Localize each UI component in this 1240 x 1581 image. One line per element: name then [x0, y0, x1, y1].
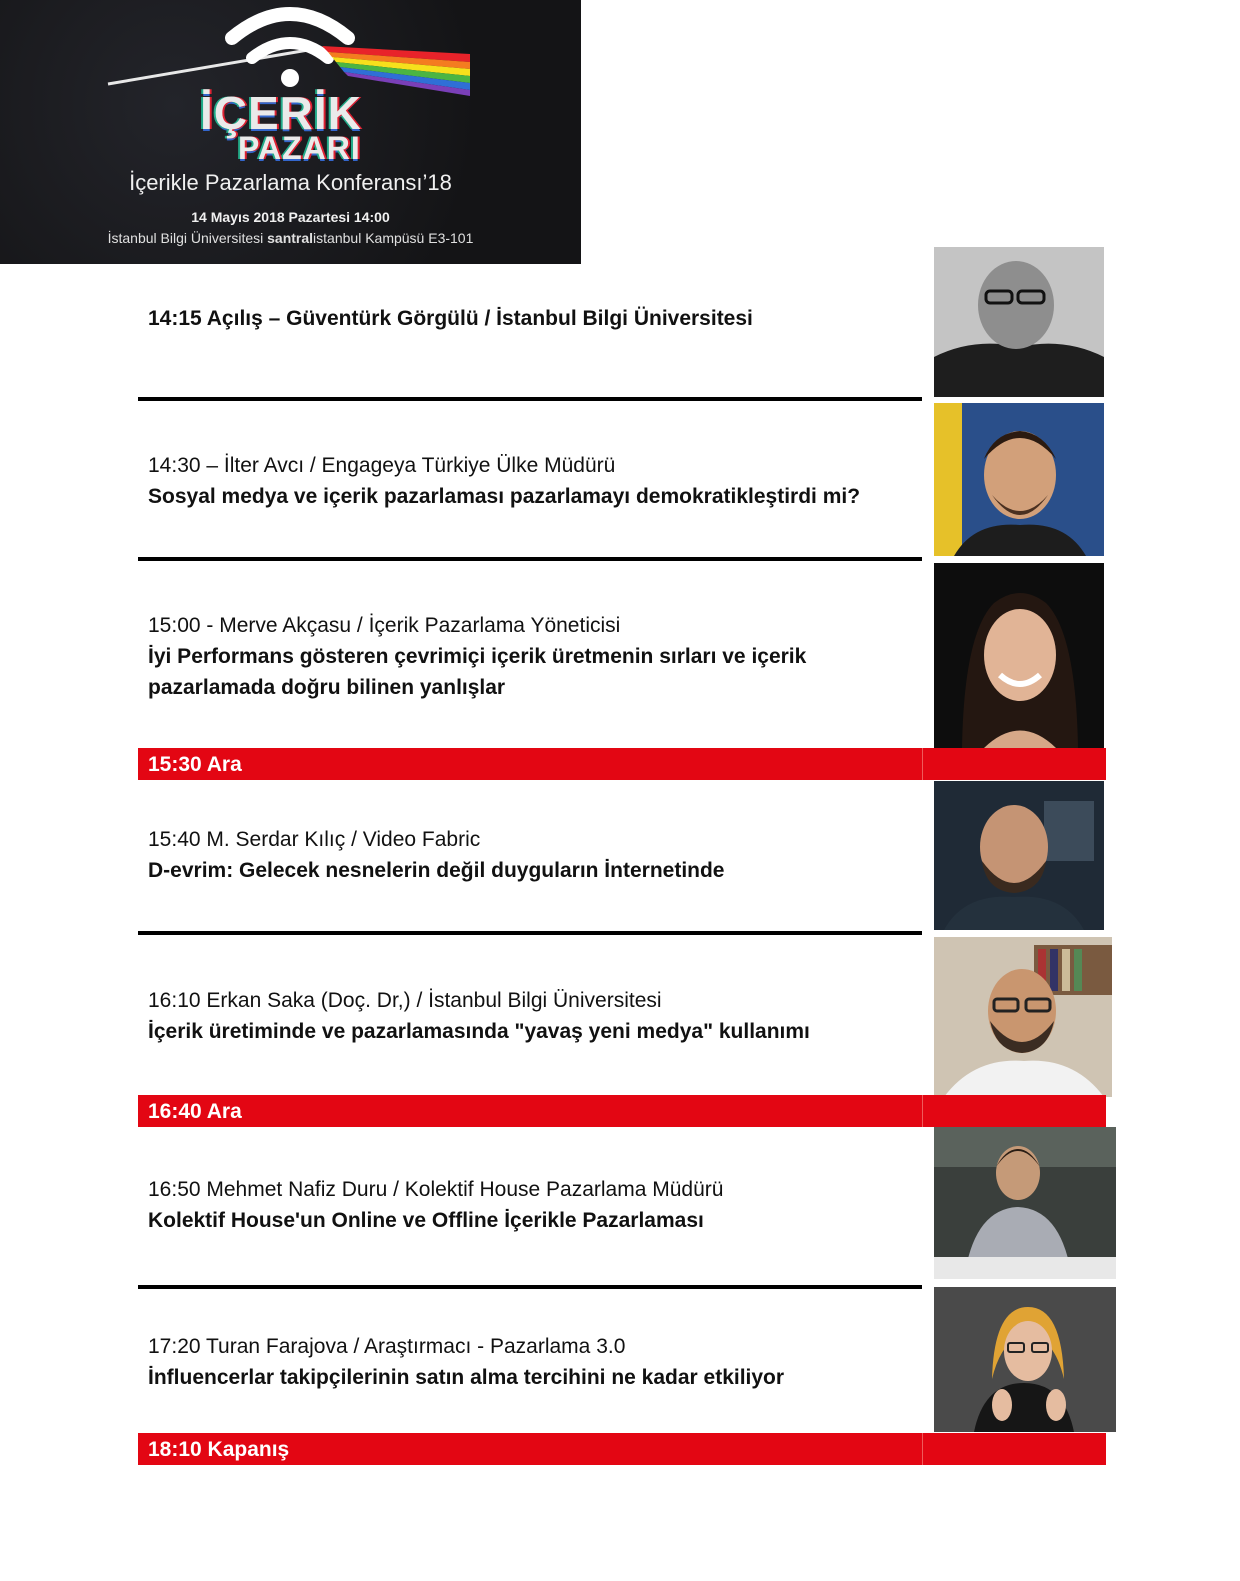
session-title: Sosyal medya ve içerik pazarlaması pazarlamayı demokratikleştirdi mi?	[148, 485, 861, 508]
agenda-item-session-1	[148, 450, 918, 512]
agenda-item-session-4	[148, 985, 918, 1047]
session-meta: 17:20 Turan Farajova / Araştırmacı - Pazarlama 3.0	[148, 1335, 626, 1358]
agenda-item-session-3	[148, 824, 918, 886]
session-meta: 14:30 – İlter Avcı / Engageya Türkiye Ülke Müdürü	[148, 454, 616, 477]
speaker-photo-akcasu	[934, 563, 1104, 748]
venue-part-1: İstanbul Bilgi Üniversitesi	[107, 230, 268, 246]
conference-venue	[0, 230, 581, 246]
conference-date: 14 Mayıs 2018 Pazartesi 14:00	[191, 209, 390, 225]
speaker-photo-saka	[934, 937, 1112, 1097]
speaker-photo-kilic	[934, 781, 1104, 930]
session-title: D-evrim: Gelecek nesnelerin değil duyguların İnternetinde	[148, 859, 725, 882]
conference-name: İçerikle Pazarlama Konferansı’18	[129, 170, 452, 195]
venue-part-bold: santral	[267, 230, 314, 246]
session-meta: 15:00 - Merve Akçasu / İçerik Pazarlama Yöneticisi	[148, 614, 621, 637]
logo-line-2: PAZARI	[238, 130, 361, 166]
break-bar	[138, 748, 1106, 780]
speaker-photo-duru	[934, 1127, 1116, 1279]
break-label: 16:40 Ara	[148, 1100, 242, 1123]
break-bar	[138, 1095, 1106, 1127]
session-meta: 15:40 M. Serdar Kılıç / Video Fabric	[148, 828, 481, 851]
speaker-photo-avci	[934, 403, 1104, 556]
agenda-item-session-2	[148, 610, 918, 703]
speaker-photo-farajova	[934, 1287, 1116, 1432]
agenda-item-session-5	[148, 1174, 918, 1236]
session-meta: 14:15 Açılış – Güventürk Görgülü / İstanbul Bilgi Üniversitesi	[148, 307, 753, 330]
agenda-item-session-6	[148, 1331, 918, 1393]
break-separator	[922, 1095, 923, 1127]
session-meta: 16:10 Erkan Saka (Doç. Dr,) / İstanbul Bilgi Üniversitesi	[148, 989, 662, 1012]
session-title: İçerik üretiminde ve pazarlamasında "yavaş yeni medya" kullanımı	[148, 1020, 810, 1043]
break-label: 15:30 Ara	[148, 753, 242, 776]
speaker-photo-gorgulu	[934, 247, 1104, 397]
session-title: İnfluencerlar takipçilerinin satın alma tercihini ne kadar etkiliyor	[148, 1366, 785, 1389]
conference-banner	[0, 0, 581, 264]
session-title: İyi Performans gösteren çevrimiçi içerik üretmenin sırları ve içerik pazarlamada doğru bilinen yanlışlar	[148, 645, 807, 699]
divider-line	[138, 931, 922, 935]
break-label: 18:10 Kapanış	[148, 1438, 290, 1461]
divider-line	[138, 557, 922, 561]
break-separator	[922, 748, 923, 780]
break-bar	[138, 1433, 1106, 1465]
logo-line-1: İÇERİK	[200, 87, 362, 139]
agenda-item-opening	[148, 303, 918, 334]
break-separator	[922, 1433, 923, 1465]
divider-line	[138, 397, 922, 401]
venue-part-2: istanbul Kampüsü E3-101	[313, 230, 474, 246]
session-title: Kolektif House'un Online ve Offline İçerikle Pazarlaması	[148, 1209, 704, 1232]
session-meta: 16:50 Mehmet Nafiz Duru / Kolektif House Pazarlama Müdürü	[148, 1178, 724, 1201]
divider-line	[138, 1285, 922, 1289]
